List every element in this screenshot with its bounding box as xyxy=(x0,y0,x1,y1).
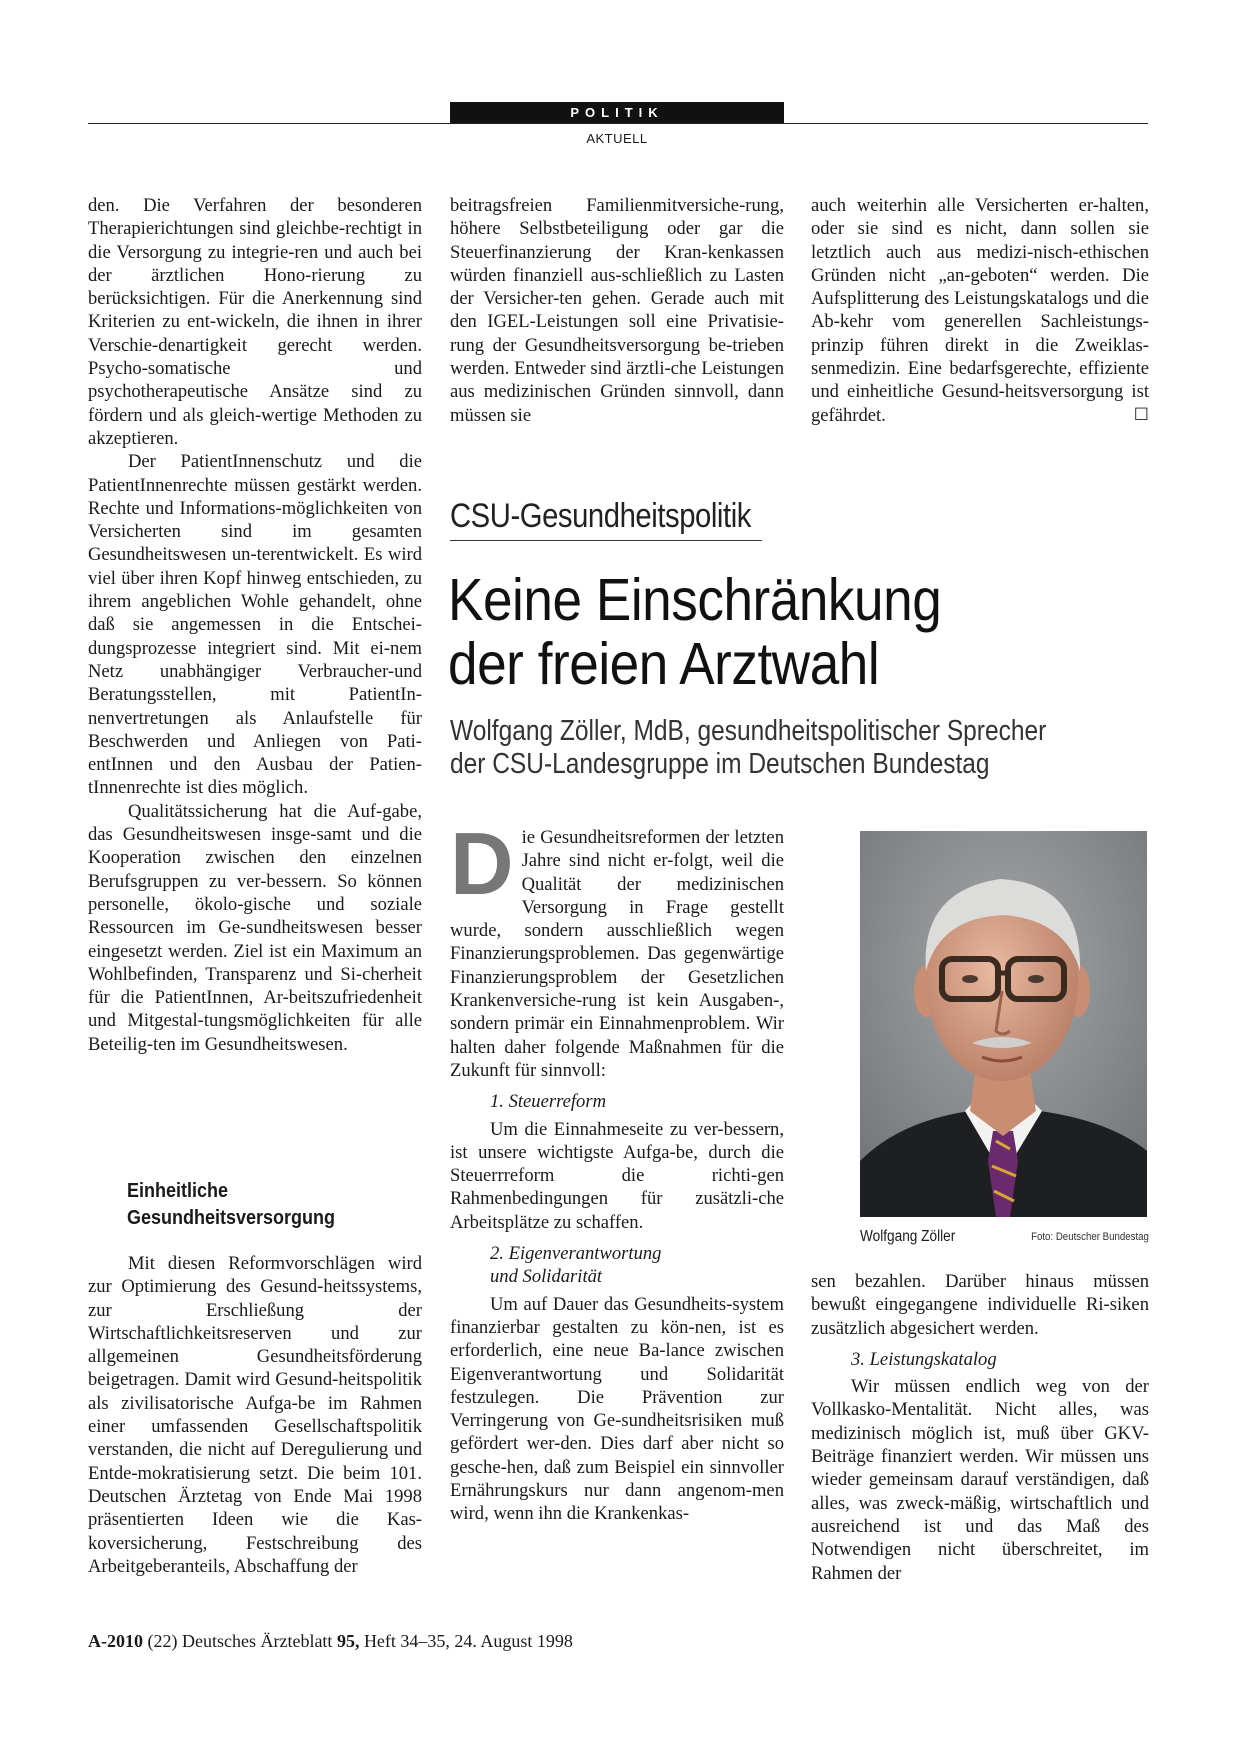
paragraph: beitragsfreien Familienmitversiche-rung, höhere Selbstbeteiligung oder gar die Steuerfinanzierung der Kran-kenkassen würden finanziell aus-schließlich zu Lasten der Versicher-ten gehen. Gerade auch mit den IGEL-Leistungen soll eine Privatisie-rung der Gesundheitsversorgung be-trieben werden. Entweder sind ärztli-che Leistungen aus medizinischen Gründen sinnvoll, dann müssen sie xyxy=(450,195,784,426)
paragraph: Um die Einnahmeseite zu ver-bessern, ist unsere wichtigste Aufga-be, durch die Steuerrreform die richti-gen Rahmenbedingungen für zusätzli-che Arbeitsplätze zu schaffen. xyxy=(450,1118,784,1233)
header-rule xyxy=(88,123,1148,124)
page-number: A-2010 xyxy=(88,1631,143,1651)
headline-line: der freien Arztwahl xyxy=(448,631,880,697)
paragraph: den. Die Verfahren der besonderen Therapierichtungen sind gleichbe-rechtigt in die Versorgung zu integrie-ren und auch bei der ärztlichen Hono-rierung zu berücksichtigen. Für die Anerkennung sind Kriterien zu ent-wickeln, die ihnen in ihrer Verschie-denartigkeit gerecht werden. Psycho-somatische und psychotherapeutische Ansätze sind zu fördern und als gleich-wertige Methoden zu akzeptieren. xyxy=(88,195,422,449)
portrait-photo xyxy=(860,831,1147,1217)
paragraph: Mit diesen Reformvorschlägen wird zur Optimierung des Gesund-heitssystems, zur Erschließung der Wirtschaftlichkeitsreserven und zur allgemeinen Gesundheitsförderung beigetragen. Damit wird Gesund-heitspolitik als zivilisatorische Aufga-be im Rahmen einer umfassenden Gesellschaftspolitik verstanden, die nicht auf Deregulierung und Entde-mokratisierung setzt. Die beim 101. Deutschen Ärztetag von Ende Mai 1998 präsentierten Ideen wie die Kas-koversicherung, Festschreibung des Arbeitgeberanteils, Abschaffung der xyxy=(88,1253,422,1577)
kicker-underline xyxy=(450,540,762,541)
paragraph: Qualitätssicherung hat die Auf-gabe, das Gesundheitswesen insge-samt und die Kooperation zwischen den einzelnen Berufsgruppen zu ver-bessern. So können personelle, ökolo-gische und soziale Ressourcen im Ge-sundheitswesen besser eingesetzt werden. Ziel ist ein Maximum an Wohlbefinden, Transparenz und Si-cherheit für die PatientInnen, Ar-beitszufriedenheit und Mitgestal-tungsmöglichkeiten für alle Beteilig-ten im Gesundheitswesen. xyxy=(88,800,422,1055)
byline-line: der CSU-Landesgruppe im Deutschen Bundestag xyxy=(450,748,990,780)
portrait-illustration xyxy=(860,831,1147,1217)
photo-credit: Foto: Deutscher Bundestag xyxy=(1031,1231,1149,1243)
article-byline xyxy=(450,715,1069,781)
footer-volume: 95, xyxy=(336,1631,360,1651)
section-label: POLITIK xyxy=(450,102,784,123)
paragraph xyxy=(811,194,1149,427)
item-heading xyxy=(450,1242,784,1289)
footer-publication: (22) Deutsches Ärzteblatt xyxy=(147,1631,333,1651)
column-2 xyxy=(450,194,784,427)
column-1 xyxy=(88,194,422,1056)
item-heading: 1. Steuerreform xyxy=(490,1091,607,1113)
end-of-article-mark: ☐ xyxy=(1133,404,1149,425)
byline-line: Wolfgang Zöller, MdB, gesundheitspolitischer Sprecher xyxy=(450,715,1047,747)
paragraph: Um auf Dauer das Gesundheits-system finanzierbar gestalten zu kön-nen, ist es erforderlich, eine neue Ba-lance zwischen Eigenverantwortung und Solidarität festzulegen. Die Prävention zur Verringerung von Ge-sundheitsrisiken muß gefördert wer-den. Dies darf aber nicht so gesche-hen, daß zum Beispiel ein sinnvoller Ernährungskurs nur dann angenom-men wird, wenn ihn die Krankenkas- xyxy=(450,1293,784,1525)
item-heading-line: und Solidarität xyxy=(490,1266,603,1288)
article-headline xyxy=(448,568,1078,696)
lead-paragraph xyxy=(450,814,784,1082)
page-footer xyxy=(88,1631,573,1652)
column-3 xyxy=(811,194,1149,427)
paragraph: sen bezahlen. Darüber hinaus müssen bewußt eingegangene individuelle Ri-siken zusätzlich abgesichert werden. xyxy=(811,1271,1149,1339)
drop-cap: D xyxy=(450,814,514,913)
paragraph: Der PatientInnenschutz und die PatientInnenrechte müssen gestärkt werden. Rechte und Informations-möglichkeiten von Versicherten sind im gesamten Gesundheitswesen un-terentwickelt. Es wird viel über ihren Kopf hinweg entschieden, zu ihrem angeblichen Wohle gehandelt, ohne daß sie angemessen in die Entschei-dungsprozesse integriert sind. Mit ei-nem Netz unabhängiger Verbraucher-und Beratungsstellen, mit PatientIn-nenvertretungen als Anlaufstelle für Beschwerden und Anliegen von Pati-entInnen und den Ausbau der Patien-tInnenrechte ist dies möglich. xyxy=(88,451,422,799)
photo-caption-row xyxy=(860,1228,1149,1246)
column-1-continued xyxy=(88,1252,422,1578)
article-column-3 xyxy=(811,1270,1149,1585)
photo-caption: Wolfgang Zöller xyxy=(860,1228,956,1245)
paragraph-text: auch weiterhin alle Versicherten er-halten, oder sie sind es nicht, dann sollen sie letztlich auch aus medizi-nisch-ethischen Gründen nicht „an-geboten“ werden. Die Aufsplitterung des Leistungskatalogs und die Ab-kehr vom generellen Sachleistungs-prinzip führen direkt in die Zweiklas-senmedizin. Eine bedarfsgerechte, effiziente und einheitliche Gesund-heitsversorgung ist gefährdet. xyxy=(811,195,1149,426)
article-kicker: CSU-Gesundheitspolitik xyxy=(450,497,751,535)
subheading: Einheitliche Gesundheitsversorgung xyxy=(127,1180,336,1229)
item-heading-line: 2. Eigenverantwortung xyxy=(490,1243,662,1265)
footer-issue: Heft 34–35, 24. August 1998 xyxy=(363,1631,573,1651)
headline-line: Keine Einschränkung xyxy=(448,567,942,633)
item-heading: 3. Leistungskatalog xyxy=(851,1348,997,1370)
lead-text: ie Gesundheitsreformen der letzten Jahre sind nicht er-folgt, weil die Qualität der medizinischen Versorgung in Frage gestellt wurde, sondern ausschließlich wegen Finanzierungsproblemen. Das gegenwärtige Finanzierungsproblem der Gesetzlichen Krankenversiche-rung ist kein Ausgaben-, sondern primär ein Einnahmenproblem. Wir halten daher folgende Maßnahmen für die Zukunft für sinnvoll: xyxy=(450,827,784,1081)
article-column-2 xyxy=(450,814,784,1526)
paragraph: Wir müssen endlich weg von der Vollkasko-Mentalität. Nicht alles, was medizinisch möglich ist, muß über GKV-Beiträge finanziert werden. Wir müssen uns wieder gemeinsam darauf verständigen, daß alles, was zweck-mäßig, wirtschaftlich und ausreichend ist und das Maß des Notwendigen nicht überschreitet, im Rahmen der xyxy=(811,1376,1149,1584)
subsection-label: AKTUELL xyxy=(586,131,648,146)
